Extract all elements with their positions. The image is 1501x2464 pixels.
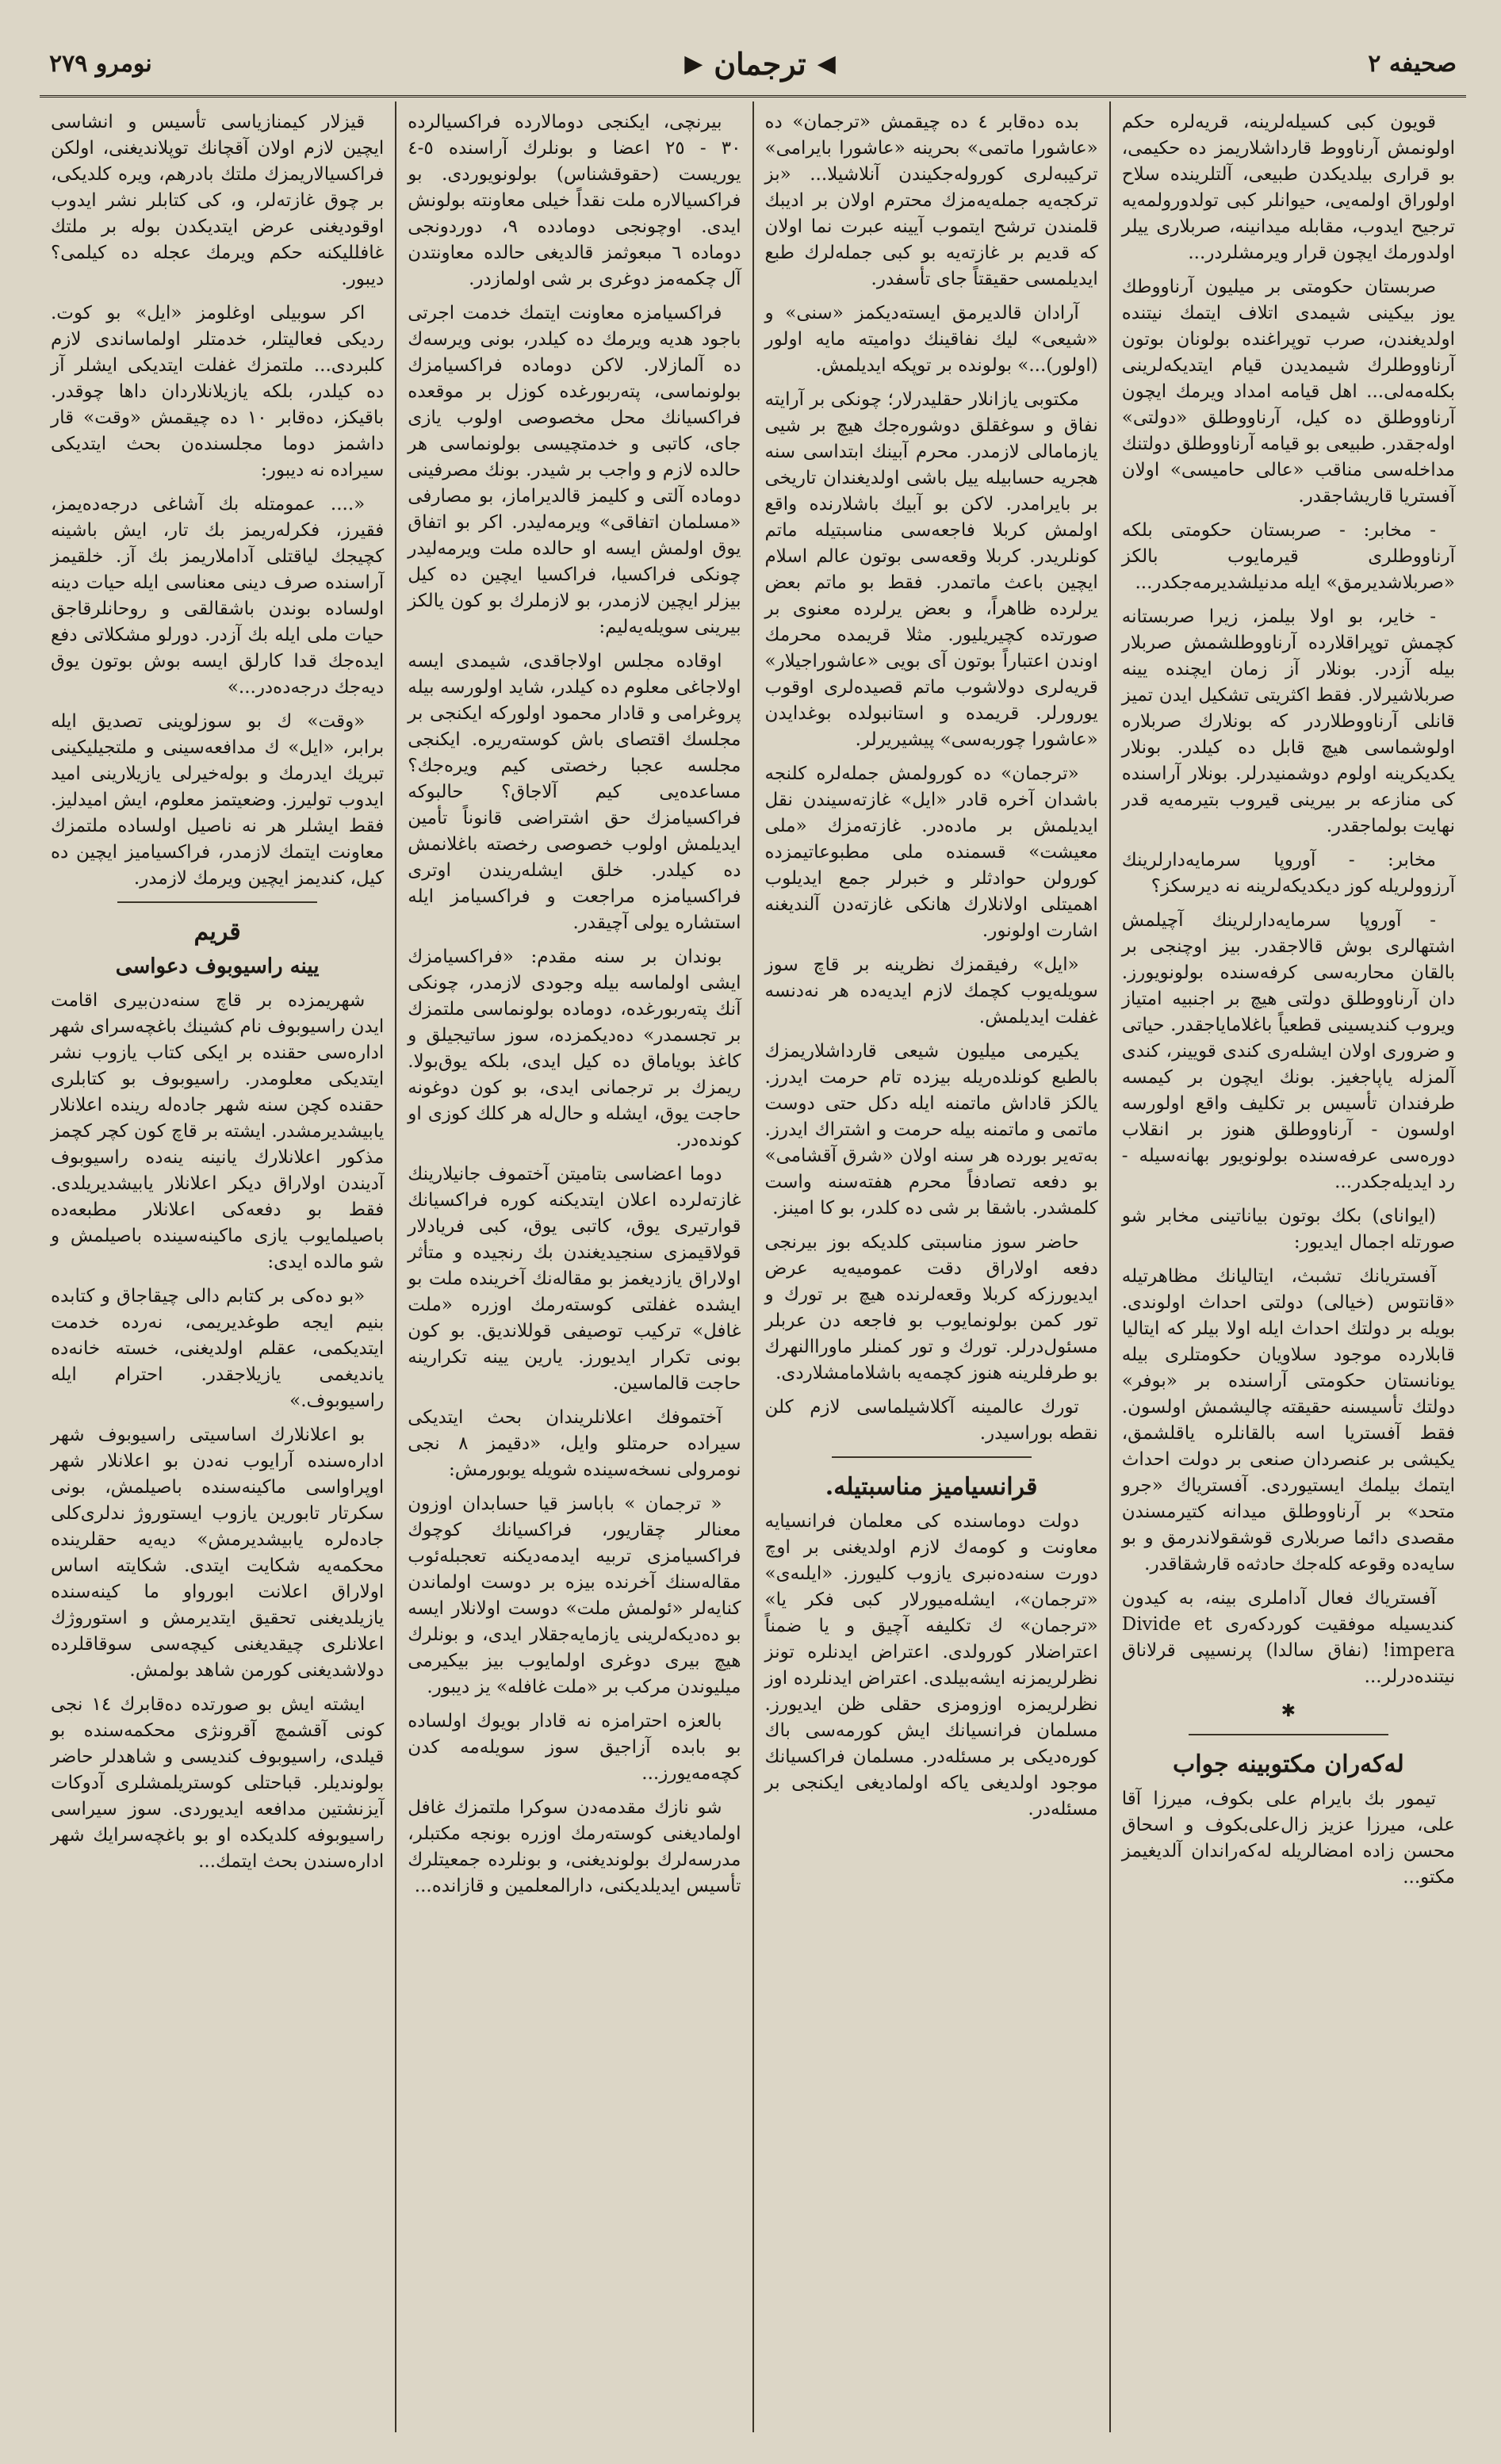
column-2 [752, 101, 1109, 2432]
divider [832, 1456, 1032, 1458]
paragraph: «ايل» رفيقمزك نظرينه بر قاچ سوز سويله‌يوب كچمك لازم ايديه‌ده هر نه‌دنسه غفلت ايديلمش. [764, 955, 1098, 1027]
masthead [684, 46, 836, 82]
paragraph: آفسترياك فعال آداملرى بينه، به كيدون كنديسيله موفقيت كوردكه‌رى Divide et impera! (نفاق سالدا) پرنسيپى قرلاناق نيتنده‌درلر... [1121, 1588, 1455, 1687]
paragraph: دولت دوماسنده كى معلمان فرانسيايه معاونت و كومه‌ك لازم اولديغنى بر اوچ دورت سنه‌ده‌نبرى يازوب كليورز. «ايلىه‌ى» «ترجمان»، ايشله‌ميورلار كبى فكر يا» «ترجمان» ك تكليفه آچيق و يا ضمناً اعتراضلار كورولدى. اعتراض ايدنلره تونز نظرلريمزنه ايشه‌بيلدى. اعتراض ايدنلرده اوز نظرلريمزه اوزومزى حقلى ظن ايديورز. مسلمان فرانسيانك ايش كورمه‌سى باك كوره‌ديكى بر مسئله‌در. مسلمان فراكسيانك موجود اولديغى ياكه اولماديغى ايكنجى بر مسئله‌در. [764, 1511, 1098, 1819]
column-1 [1109, 101, 1466, 2432]
ornament-right-icon: ▶ [684, 49, 703, 78]
paragraph: قويون كبى كسيله‌لرينه، قريه‌لره حكم اولونمش آرناووط قارداشلاريمز ده حكيمى، بو قرارى بيلديكدن طبيعى، آلتلرينده سلاح اولوراق اولمه‌يى، حيوانلر كبى تولدورولمه‌يه ترجيح ايدوب، مقابله ميدانينه، صربلارى ييلر اولدورمك ايچون قرار ويرمشلردر... [1121, 112, 1455, 263]
paragraph: تيمور بك بايرام على بكوف، ميرزا آقا على، ميرزا عزيز زال‌على‌بكوف و اسحاق محسن زاده امضالريله له‌كه‌راندان آلديغيمز مكتو... [1121, 1789, 1455, 1888]
paragraph: (ايواناى) بكك بوتون بياناتينى مخابر شو صورتله اجمال ايديور: [1121, 1206, 1455, 1253]
paragraph: مخابر: - آوروپا سرمايه‌دارلرينك آرزوولريله كوز ديكديكه‌لرينه نه ديرسكز؟ [1121, 850, 1455, 897]
paragraph: حاضر سوز مناسبتى كلديكه بوز بيرنجى دفعه اولاراق دقت عموميه‌يه عرض ايديورزكه كربلا وقعه‌لرنده هيچ بر تورك و تور كمن بولونمايوب بو فاجعه دن عربلر مسئول‌درلر. تورك و تور كمنلر ماوراالنهرك بو طرفلرينه هنوز كچمه‌يه باشلامامشلاردى. [764, 1232, 1098, 1383]
paragraph: بوندان بر سنه مقدم: «فراكسيامزك ايشى اولماسه بيله وجودى لازمدر، چونكى آنك پته‌ربورغده، دوماده بولونماسى ملتمزك بر تجسمدر» ده‌ديكمزده، سوز ساتيجيلق و كاغذ بوياماق ده كيل ايدى، بلكه يوق‌بولا. ريمزك بر ترجمانى ايدى، بو كون دوغونه حاجت يوق، ايشله و حال‌له هر كلك كوزى او كونده‌در. [408, 947, 741, 1150]
separator-star-icon: ✱ [1281, 1701, 1296, 1721]
paragraph: آختموفك اعلانلريندان بحث ايتديكى سيراده حرمتلو وايل، «دقيمز ٨ نجى نومرولى نسخه‌سينده شويله يوبورمش: [408, 1407, 741, 1480]
paragraph: آرادان قالديرمق ايسته‌ديكمز «سنى» و «شيعى» ليك نفاقينك دواميته مايه اولور (اولور)...» بولونده بر توپكه ايديلمش. [764, 303, 1098, 376]
section-title: قرانسياميز مناسبتيله. [825, 1473, 1038, 1501]
columns-container [40, 101, 1466, 2432]
paragraph: مكتوبى يازانلار حقليدرلار؛ چونكى بر آرايته نفاق و سوغقلق دوشوره‌جك هيچ بر شيى يازمامالى لازمدر. محرم آبينك ابتداسى سنه هجريه حسابيله ييل باشى اولديغندان تاريخى بر بايرامدر. لاكن بو آبيك باشلارنده واقع اولمش كربلا فاجعه‌سى مناسبتيله ماتم كونلريدر. كربلا وقعه‌سى بوتون عالم اسلام ايچين باعث ماتمدر. فقط بو ماتم بعض يرلرده ظاهراً، و بعض يرلرده معنوى بر صورتده كچيريليور. مثلا قريمده محرمك اوندن اعتباراً بوتون آى بويى «عاشوراجيلار» قريه‌لرى دولاشوب ماتم قصيده‌لرى اوقوب يورورلر. قريمده و استانبولده بوغدايدن «عاشورا چوربه‌سى» پيشيريرلر. [764, 389, 1098, 750]
paragraph: قيزلار كيمنازياسى تأسيس و انشاسى ايچين لازم اولان آقچانك توپلانديغنى، اولكن فراكسيالاريمزك ملتك بادرهم، ويره كلديكى، بر چوق غازته‌لر، و، كى كتابلر نشر ايدوب اوقوديغنى عرض ايتديكدن بوله بر ملتك غافلليكنه حكم ويرمك عجله ده كيلمى؟ ديبور. [51, 112, 385, 289]
masthead-title: ترجمان [714, 45, 806, 82]
paragraph: شو نازك مقدمه‌دن سوكرا ملتمزك غافل اولماديغنى كوسته‌رمك اوزره بونجه مكتبلر، مدرسه‌لرك بولونديغنى، و بونلرده جمعيتلرك تأسيس ايديلديكنى، دارالمعلمين و قازانده... [408, 1797, 741, 1896]
ornament-left-icon: ◀ [817, 49, 836, 78]
section-subtitle: يينه راسيوبوف دعواسى [115, 955, 320, 978]
paragraph: بالعزه احترامزه نه قادار بويوك اولساده بو بابده آزاجيق سوز سويله‌مه كدن كچه‌مه‌يورز... [408, 1711, 741, 1784]
paragraph: «.... عمومتله بك آشاغى درجه‌ده‌يمز، فقيرز، فكرله‌ريمز بك تار، ايش باشينه كچيجك لياقتلى آداملاريمز بك آز. خلقيمز آراسنده صرف دينى معناسى ايله حيات دينه اولساده بوندن باشقالقى و روحانلرقاجق حيات ملى ايله بك آزدر. دورلو مشكلاتى دفع ايده‌جك قدا كارلق ايسه بوش بوتون يوق ديه‌جك درجه‌ده‌در...» [51, 494, 385, 698]
paragraph: شهريمزده بر قاچ سنه‌دن‌بيرى اقامت ايدن راسيوبوف نام كشينك باغچه‌سراى شهر اداره‌سى حقنده بر ايكى كتاب يازوب نشر ايتديكى معلومدر. راسيوبوف بو كتابلرى حقنده كچن سنه شهر جاده‌له رينده اعلانلار يابيشديرمشدر. ايشته بر قاچ كون كچر كچمز مذكور اعلانلارك يانينه ينه‌ده راسيوبوف آديندن اولاراق ديكر اعلانلار يابيشديريلدى. فقط بو دفعه‌كى اعلانلار مطبعه‌ده باصيلمايوب يازى ماكينه‌سينده باصيلمش و شو مالده ايدى: [51, 990, 385, 1272]
paragraph: يكيرمى ميليون شيعى قارداشلاريمزك بالطبع كونلده‌ريله بيزده تام حرمت ايدرز. يالكز قاداش ماتمنه ايله دكل حتى دوست ماتمى و ماتمنه بيله حرمت و اشتراك ايدرز. به‌ته‌ير بورده هر سنه اولان «شرق آقشامى» بو دفعه تصادفاً محرم هفته‌سنه واست كلمشدر. باشقا بر شى ده كلدر، بو كا امينز. [764, 1041, 1098, 1219]
section-title: له‌كه‌ران مكتوبينه جواب [1173, 1750, 1404, 1778]
paragraph: دوما اعضاسى بتاميتن آختموف جانيلارينك غازته‌لرده اعلان ايتديكنه كوره فراكسيانك قوارتيرى يوق، كاتبى يوق، كبى فريادلار قولاقيمزى سنجيديغندن بك رنجيده و متأثر اولاراق يازديغمز بو مقاله‌نك آخرينده ملت بو ايشده غفلتى كوسته‌رمك اوزره «ملت غافل» تركيب توصيفى قوللانديق. بو كون بونى تكرار ايديورز. يارين يينه تكرارينه حاجت قالماسين. [408, 1164, 741, 1394]
divider [1189, 1734, 1388, 1735]
paragraph: صربستان حكومتى بر ميليون آرناووطك يوز بيكينى شيمدى اتلاف ايتمك نيتنده اولديغندن، صرب توپراغنده بولونان بوتون آرناووطلرك شيمديدن قيام ايتديكه‌لرينى بكله‌مه‌لى... اهل قيامه امداد ويرمك ايچون آرناووطلق ده كيل، آرناووطلق «دولتى» اوله‌جقدر. طبيعى بو قيامه آرناووطلق دولتنك مداخله‌سى مناقب «عالى حاميسى» اولان آفستريا قاريشاجقدر. [1121, 277, 1455, 507]
paragraph: تورك عالمينه آكلاشيلماسى لازم كلن نقطه بوراسيدر. [764, 1397, 1098, 1444]
page-number-label: صحيفه ٢ [1368, 49, 1457, 78]
page-header [40, 32, 1466, 98]
paragraph: «بو ده‌كى بر كتابم دالى چيقاجاق و كتابده بنيم ايجه طوغديريمى، نه‌رده خدمت ايتديكمى، عقلم اولديغنى، خسته خانه‌ده يانديغمى يازيلاجقدر. احترام ايله راسيوبوف.» [51, 1286, 385, 1411]
paragraph: بيرنچى، ايكنجى دومالارده فراكسيالرده ٣٠ - ٢٥ اعضا و بونلرك آراسنده ٥-٤ يوريست (حقوقشناس) بولونويوردى. بو فراكسيالاره ملت نقداً خيلى معاونته بولونش ايدى. اوچونجى دومادده ٩، دوردونجى دوماده ٦ مبعوثمز قالديغى حالده معاونتدن آل چكمه‌مز دوغرى بر شى اولمازدر. [408, 112, 741, 289]
column-3 [395, 101, 752, 2432]
paragraph: آفستريانك تشبث، ايتاليانك مظاهرتيله «قانتوس (خيالى) دولتى احداث اولوندى. بويله بر دولتك احداث ايله اولا بيلر كه ايتاليا قابلارده موجود سلاويان حكومتلرى بيله يونانستان حكومتى آراسنده بر «بوفر» دولتك تأسيسنه حقيقته چاليشمش اولسون. فقط آفستريا اسه بالقانلره ياقلشمق، يكيشى بر عنصردان صنعى بر دولت احداث ايتمك بيلمك ايستيوردى. آفسترياك «جرو متحد» بر آرناووطلق ميدانه كتيرمسندن مقصدى دائما صربلارى قوشقولاندرمق و بو سايه‌ده وقوعه كله‌جك حادثه‌ه قارشقاقدر. [1121, 1266, 1455, 1574]
paragraph: - مخابر: - صربستان حكومتى بلكه آرناووطلرى قيرمايوب بالكز «صربلاشديرمق» ايله مدنيلشديرمه‌جكدر... [1121, 520, 1455, 593]
paragraph: - خاير، بو اولا بيلمز، زيرا صربستانه كچمش توپراقلارده آرناووطلشمش صربلار بيله آزدر. بونلار آز زمان ايچنده يينه صربلاشيرلار. فقط اكثريتى تشكيل ايدن تميز قانلى آرناووطلاردر كه بونلارك صربلاره اولوشماسى هيچ قابل ده كيلدر. بونلار يكديكرينه اولوم دوشمنيدرلر. بونلار آراسنده كى منازعه بر بيرينى قيروب بتيرمه‌يه قدر نهايت بولماجقدر. [1121, 606, 1455, 836]
paragraph: «ترجمان» ده كورولمش جمله‌لره كلنجه باشدان آخره قادر «ايل» غازته‌سيندن نقل ايديلمش بر ماده‌در. غازته‌مزك «ملى معيشت» قسمنده ملى مطبوعاتيمزده كورولن حوادثلر و خبرلر جمع ايديلوب اهميتلى اولانلارك هانكى غازته‌دن آلنديغنه اشارت اولونور. [764, 763, 1098, 941]
paragraph: اكر سوبيلى اوغلومز «ايل» بو كوت. رديكى فعاليتلر، خدمتلر اولماساندى لازم كلبردى... ملتمزك غفلت ايتديكى ايشلر آز ده كيلدر، بلكه يازيلانلاردان داها چوقدر. باقيكز، ده‌قابر ١٠ ده چيقمش «وقت» قار داشمز دوما مجلسنده‌ن بحث ايتديكى سيراده نه ديبور: [51, 303, 385, 480]
paragraph: «وقت» ك بو سوزلوينى تصديق ايله برابر، «ايل» ك مدافعه‌سينى و ملتجيليكينى تبريك ايدرمك و بوله‌خيرلى يازيلارينى اميد ايدوب توليرز. وضعيتمز معلوم، ايش اميدليز. فقط ايشلر هر نه ناصيل اولساده ملتمزك معاونت ايتمك لازمدر، فراكسياميز ايچين ده كيل، كنديمز ايچين ويرمك لازمدر. [51, 711, 385, 889]
section-title: قريم [193, 918, 241, 946]
paragraph: فراكسيامزه معاونت ايتمك خدمت اجرتى باجود هديه ويرمك ده كيلدر، بونى ويرسه‌ك ده آلمازلار. لاكن دوماده فراكسيامزك بولونماسى، پته‌ربورغده كوزل بر موقعده فراكسيانك محل مخصوصى اولوب يازى جاى، كاتبى و خدمتچيسى بولونماسى هر حالده لازم و واجب بر شيدر. بونك مصرفينى دوماده آلتى و كليمز قالديراماز، بو مصارفى «مسلمان اتفاقى» ويرمه‌ليدر. اكر بو اتفاق يوق اولمش ايسه او حالده ملت ويرمه‌ليدر چونكى فراكسيا، فراكسيا ايچين ده كيل بيزلر ايچين لازمدر، بو لازملرك بو كون يالكز بيرينى سويله‌يه‌ليم: [408, 303, 741, 637]
paragraph: ايشته ايش بو صورتده ده‌قابرك ١٤ نجى كونى آقشمچ آقرونژى محكمه‌سنده بو قيلدى، راسيوبوف كنديسى و شاهدلر حاضر بولونديلر. قباحتلى كوستريلمشلرى آدوكات آيزنشتين مدافعه ايديوردى. سوز سيراسى راسيوبوفه كلديكده او بو باغچه‌سرايك شهر اداره‌سندن بحث ايتمك... [51, 1694, 385, 1872]
issue-number-label: نومرو ٢٧٩ [49, 49, 152, 78]
column-4 [40, 101, 395, 2432]
paragraph: - آوروپا سرمايه‌دارلرينك آچيلمش اشتهالرى بوش قالاجقدر. بيز اوچنجى بر بالقان محاربه‌سى كرفه‌سنده بولونويورز. دان آرناووطلق دولتى هيچ بر اجنبيه امتياز ويروب كنديسينى قطعياً باغلاماياجقدر. حياتى و ضرورى اولان ايشله‌رى كندى قويينر، كندى آلمزله ياپاجغيز. بونك ايچون بر كيمسه طرفندان تأسيس بر تكليف واقع اولورسه اولسون - آرناووطلق هنوز بر انقلاب دوره‌سى عرفه‌سنده بولونويور بهانه‌سيله - رد ايديله‌جكدر... [1121, 910, 1455, 1192]
paragraph: اوقاده مجلس اولاجاقدى، شيمدى ايسه اولاجاغى معلوم ده كيلدر، شايد اولورسه بيله پروغرامى و قادار محمود اولوركه ايكنجى بر مجلسك اقتصاى باش كوسته‌ريره. ايكنجى مجلسه عجبا رخصتى كيم ويره‌جك؟ مساعده‌يى كيم آلاجاق؟ حالبوكه فراكسيامزك حق اشتراضى قانوناً تأمين ايديلمش اولوب خصوصى رخصته باغلانمش ده كيلدر. خلق ايشله‌ريندن اوترى فراكسيامزه مراجعت و فراكسيامز ايله استشاره يولى آچيقدر. [408, 651, 741, 933]
divider [117, 901, 317, 903]
paragraph: بده ده‌قابر ٤ ده چيقمش «ترجمان» ده «عاشورا ماتمى» بحرينه «عاشورا بايرامى» تركيبه‌لرى كوروله‌جكيندن آنلاشيلا... «بز تركجه‌يه جمله‌يه‌مزك محترم اولان بر اديبك قلمندن ترشح ايتموب آيينه عبرت نما اولان كه قديم بر غازته‌يه بو كبى جمله‌لرك طبع ايديلمسى حقيقتاً جاى تأسفدر. [764, 112, 1098, 289]
paragraph: « ترجمان » باباسز قيا حسابدان اوزون معنالر چقاريور، فراكسيانك كوچوك فراكسيامزى تربيه ايدمه‌ديكنه تعجبله‌ئوب مقاله‌سنك آخرنده بيزه بر دوست اولماندن كنايه‌لر «ئولمش ملت» دوست اولانلار ايسه بو ده‌ديكه‌لرينى يازمايه‌جقلار ايدى، و بونلرك هيچ بيرى دوغرى اولمايوب بيز بيكيرمى ميليوندن مركب بر «ملت غافله» يز ديبور. [408, 1494, 741, 1697]
paragraph: بو اعلانلارك اساسيتى راسيوبوف شهر اداره‌سنده آرايوب نه‌دن بو اعلانلار شهر اوپراواسى ماكينه‌سنده باصيلمش، بونى سكرتار تابورين يازوب ايستوروژ ندلرى‌كلى جاده‌لره يابيشديرمش» ديه‌يه حقلرينده محكمه‌يه شكايت ايتدى. شكايته اساس اولاراق اعلانت ابورواو ما كينه‌سنده يازيلديغنى تحقيق ايتديرمش و استوروژك اعلانلرى چيقديغنى كيچه‌سى سوقاقلرده دولاشديغنى كورمن شاهد بولمش. [51, 1425, 385, 1681]
